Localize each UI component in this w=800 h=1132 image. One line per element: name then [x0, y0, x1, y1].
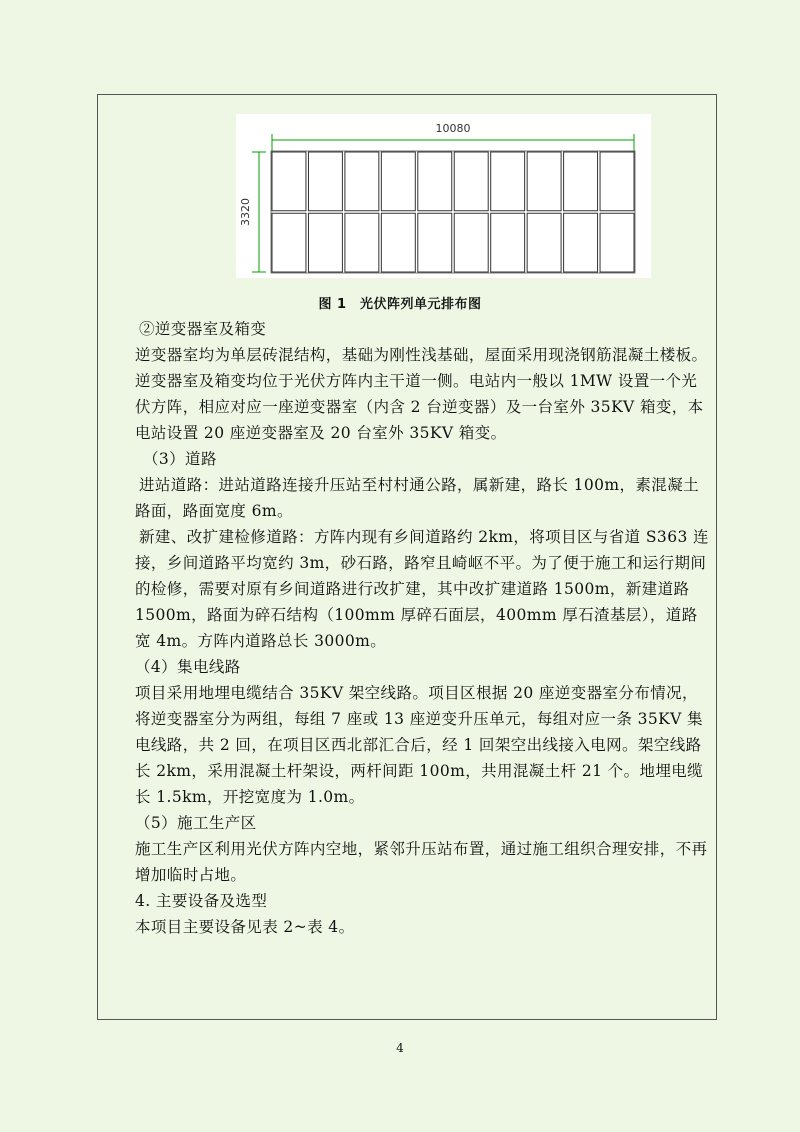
paragraph: 本项目主要设备见表 2~表 4。	[135, 918, 355, 936]
paragraph: 逆变器室及箱变均位于光伏方阵内主干道一侧。电站内一般以 1MW 设置一个光伏方阵，相应对应一座逆变器室（内含 2 台逆变器）及一台室外 35KV 箱变，本电站设置 20 座逆变器室及 20 台室外 35KV 箱变。	[135, 372, 704, 442]
pv-panel	[564, 213, 598, 272]
pv-panel	[345, 213, 379, 272]
panel-grid	[271, 151, 635, 273]
pv-panel	[454, 152, 488, 211]
paragraph: 新建、改扩建检修道路：方阵内现有乡间道路约 2km，将项目区与省道 S363 连接，乡间道路平均宽约 3m，砂石路，路窄且崎岖不平。为了便于施工和运行期间的检修，需要对原有乡间道路进行改扩建，其中改扩建道路 1500m，新建道路 1500m，路面为碎石结构（100mm 厚碎石面层，400mm 厚石渣基层），道路宽 4m。方阵内道路总长 3000m。	[135, 528, 709, 650]
figure-caption: 图 1 光伏阵列单元排布图	[318, 297, 482, 312]
pv-panel	[308, 152, 342, 211]
subheading-inverter: ②逆变器室及箱变	[139, 320, 267, 338]
pv-panel	[345, 152, 379, 211]
height-label: 3320	[239, 198, 252, 226]
pv-panel	[418, 152, 452, 211]
paragraph: 施工生产区利用光伏方阵内空地，紧邻升压站布置，通过施工组织合理安排，不再增加临时占地。	[135, 840, 708, 884]
pv-panel	[418, 213, 452, 272]
subheading-collector-lines: （4）集电线路	[135, 658, 241, 676]
section-heading-equipment: 4. 主要设备及选型	[135, 892, 268, 910]
paragraph: 进站道路：进站道路连接升压站至村村通公路，属新建，路长 100m，素混凝土路面，路面宽度 6m。	[135, 476, 700, 520]
subheading-construction-area: （5）施工生产区	[135, 814, 257, 832]
pv-panel	[381, 213, 415, 272]
pv-panel	[308, 213, 342, 272]
pv-panel	[272, 213, 306, 272]
subheading-roads: （3）道路	[143, 450, 217, 468]
pv-array-figure	[236, 114, 651, 278]
pv-panel	[600, 213, 634, 272]
paragraph: 项目采用地埋电缆结合 35KV 架空线路。项目区根据 20 座逆变器室分布情况，将逆变器室分为两组，每组 7 座或 13 座逆变升压单元，每组对应一条 35KV 集电线路，共 2 回，在项目区西北部汇合后，经 1 回架空出线接入电网。架空线路长 2km，采用混凝土杆架设，两杆间距 100m，共用混凝土杆 21 个。地埋电缆长 1.5km，开挖宽度为 1.0m。	[135, 684, 704, 806]
pv-panel	[600, 152, 634, 211]
pv-array-drawing	[236, 114, 651, 278]
page-number: 4	[396, 1041, 404, 1055]
pv-panel	[454, 213, 488, 272]
pv-panel	[491, 213, 525, 272]
body-text	[135, 316, 711, 940]
pv-panel	[527, 152, 561, 211]
pv-panel	[381, 152, 415, 211]
pv-panel	[527, 213, 561, 272]
pv-panel	[272, 152, 306, 211]
width-label: 10080	[435, 122, 471, 135]
pv-panel	[491, 152, 525, 211]
pv-panel	[564, 152, 598, 211]
paragraph: 逆变器室均为单层砖混结构，基础为刚性浅基础，屋面采用现浇钢筋混凝土楼板。	[135, 346, 708, 364]
